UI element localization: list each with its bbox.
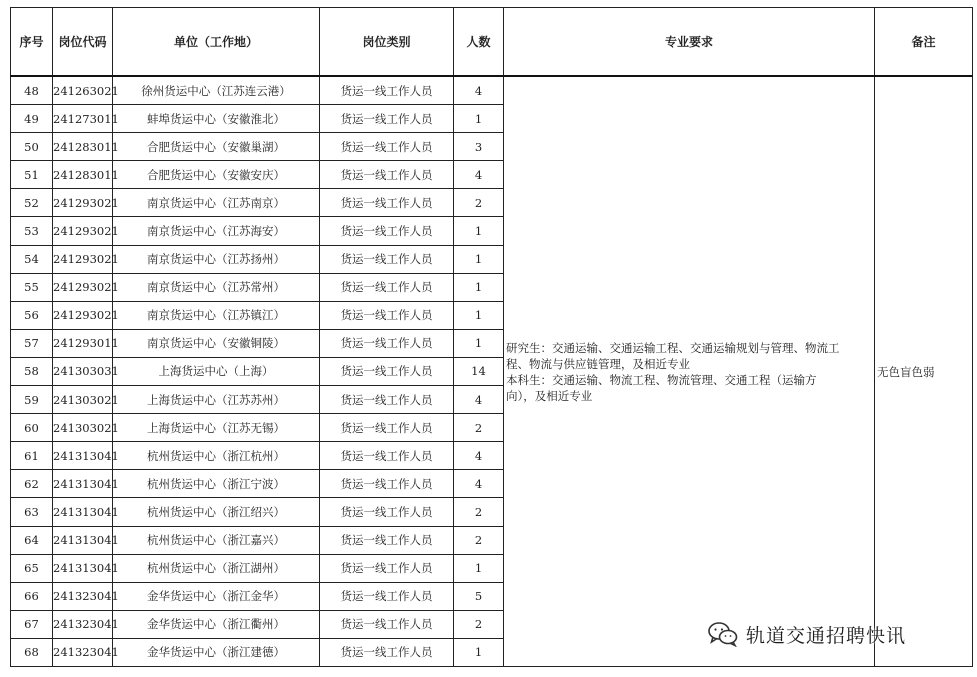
major-requirement-line: 研究生：交通运输、交通运输工程、交通运输规划与管理、物流工 xyxy=(506,340,840,355)
cell-category: 货运一线工作人员 xyxy=(320,582,454,610)
cell-unit: 杭州货运中心（浙江嘉兴） xyxy=(113,526,320,554)
cell-unit: 上海货运中心（上海） xyxy=(113,357,320,385)
cell-unit: 杭州货运中心（浙江杭州） xyxy=(113,442,320,470)
cell-category: 货运一线工作人员 xyxy=(320,470,454,498)
cell-unit: 南京货运中心（江苏常州） xyxy=(113,273,320,301)
cell-unit: 上海货运中心（江苏无锡） xyxy=(113,414,320,442)
cell-category: 货运一线工作人员 xyxy=(320,554,454,582)
cell-seq: 66 xyxy=(11,582,53,610)
cell-unit: 徐州货运中心（江苏连云港） xyxy=(113,76,320,105)
cell-count: 2 xyxy=(454,189,504,217)
cell-count: 1 xyxy=(454,301,504,329)
cell-category: 货运一线工作人员 xyxy=(320,189,454,217)
job-positions-table xyxy=(10,7,973,667)
cell-category: 货运一线工作人员 xyxy=(320,273,454,301)
cell-seq: 61 xyxy=(11,442,53,470)
cell-seq: 53 xyxy=(11,217,53,245)
cell-code: 241263021 xyxy=(53,76,113,105)
cell-code: 241293011 xyxy=(53,329,113,357)
header-note: 备注 xyxy=(875,8,973,77)
cell-seq: 56 xyxy=(11,301,53,329)
cell-code: 241313041 xyxy=(53,526,113,554)
cell-code: 241293021 xyxy=(53,273,113,301)
cell-seq: 58 xyxy=(11,357,53,385)
cell-category: 货运一线工作人员 xyxy=(320,414,454,442)
cell-category: 货运一线工作人员 xyxy=(320,526,454,554)
watermark xyxy=(708,618,906,650)
cell-category: 货运一线工作人员 xyxy=(320,357,454,385)
cell-count: 1 xyxy=(454,273,504,301)
cell-seq: 49 xyxy=(11,105,53,133)
cell-seq: 59 xyxy=(11,386,53,414)
cell-code: 241303021 xyxy=(53,414,113,442)
note-cell: 无色盲色弱 xyxy=(875,76,973,667)
cell-seq: 65 xyxy=(11,554,53,582)
cell-unit: 南京货运中心（江苏扬州） xyxy=(113,245,320,273)
cell-count: 4 xyxy=(454,76,504,105)
cell-unit: 金华货运中心（浙江衢州） xyxy=(113,610,320,638)
cell-count: 1 xyxy=(454,329,504,357)
cell-seq: 63 xyxy=(11,498,53,526)
cell-category: 货运一线工作人员 xyxy=(320,442,454,470)
cell-count: 1 xyxy=(454,105,504,133)
cell-unit: 蚌埠货运中心（安徽淮北） xyxy=(113,105,320,133)
cell-category: 货运一线工作人员 xyxy=(320,301,454,329)
cell-category: 货运一线工作人员 xyxy=(320,76,454,105)
header-count: 人数 xyxy=(454,8,504,77)
header-category: 岗位类别 xyxy=(320,8,454,77)
cell-seq: 52 xyxy=(11,189,53,217)
cell-unit: 南京货运中心（安徽铜陵） xyxy=(113,329,320,357)
cell-count: 1 xyxy=(454,554,504,582)
cell-count: 4 xyxy=(454,161,504,189)
cell-category: 货运一线工作人员 xyxy=(320,133,454,161)
cell-unit: 合肥货运中心（安徽巢湖） xyxy=(113,133,320,161)
cell-unit: 南京货运中心（江苏镇江） xyxy=(113,301,320,329)
cell-unit: 南京货运中心（江苏南京） xyxy=(113,189,320,217)
cell-count: 4 xyxy=(454,386,504,414)
cell-seq: 54 xyxy=(11,245,53,273)
header-seq: 序号 xyxy=(11,8,53,77)
cell-unit: 合肥货运中心（安徽安庆） xyxy=(113,161,320,189)
cell-code: 241323041 xyxy=(53,638,113,666)
cell-seq: 67 xyxy=(11,610,53,638)
cell-code: 241323041 xyxy=(53,582,113,610)
cell-unit: 金华货运中心（浙江建德） xyxy=(113,638,320,666)
cell-code: 241283011 xyxy=(53,161,113,189)
cell-count: 5 xyxy=(454,582,504,610)
cell-category: 货运一线工作人员 xyxy=(320,105,454,133)
cell-category: 货运一线工作人员 xyxy=(320,610,454,638)
major-requirement-cell xyxy=(504,76,875,667)
cell-category: 货运一线工作人员 xyxy=(320,638,454,666)
cell-count: 2 xyxy=(454,610,504,638)
cell-code: 241273011 xyxy=(53,105,113,133)
cell-seq: 64 xyxy=(11,526,53,554)
cell-code: 241293021 xyxy=(53,217,113,245)
watermark-text: 轨道交通招聘快讯 xyxy=(746,624,907,647)
cell-count: 2 xyxy=(454,498,504,526)
header-major: 专业要求 xyxy=(504,8,875,77)
cell-seq: 50 xyxy=(11,133,53,161)
cell-code: 241303021 xyxy=(53,386,113,414)
cell-code: 241323041 xyxy=(53,610,113,638)
cell-seq: 51 xyxy=(11,161,53,189)
header-code: 岗位代码 xyxy=(53,8,113,77)
cell-seq: 60 xyxy=(11,414,53,442)
cell-category: 货运一线工作人员 xyxy=(320,329,454,357)
cell-code: 241313041 xyxy=(53,442,113,470)
cell-code: 241293021 xyxy=(53,189,113,217)
cell-seq: 57 xyxy=(11,329,53,357)
cell-category: 货运一线工作人员 xyxy=(320,386,454,414)
cell-code: 241293021 xyxy=(53,245,113,273)
cell-count: 2 xyxy=(454,526,504,554)
cell-code: 241313041 xyxy=(53,498,113,526)
cell-count: 1 xyxy=(454,217,504,245)
cell-code: 241313041 xyxy=(53,470,113,498)
cell-unit: 上海货运中心（江苏苏州） xyxy=(113,386,320,414)
cell-seq: 62 xyxy=(11,470,53,498)
cell-count: 3 xyxy=(454,133,504,161)
major-requirement-line: 向），及相近专业 xyxy=(506,388,593,403)
cell-count: 14 xyxy=(454,357,504,385)
major-requirement-line: 程、物流与供应链管理，及相近专业 xyxy=(506,356,690,371)
cell-code: 241313041 xyxy=(53,554,113,582)
cell-unit: 杭州货运中心（浙江绍兴） xyxy=(113,498,320,526)
major-requirement-line: 本科生：交通运输、物流工程、物流管理、交通工程（运输方 xyxy=(506,372,817,387)
cell-category: 货运一线工作人员 xyxy=(320,498,454,526)
cell-count: 1 xyxy=(454,638,504,666)
cell-code: 241283011 xyxy=(53,133,113,161)
cell-unit: 南京货运中心（江苏海安） xyxy=(113,217,320,245)
table-row xyxy=(11,76,973,105)
cell-count: 4 xyxy=(454,470,504,498)
cell-count: 2 xyxy=(454,414,504,442)
cell-count: 1 xyxy=(454,245,504,273)
cell-seq: 55 xyxy=(11,273,53,301)
cell-code: 241303031 xyxy=(53,357,113,385)
cell-code: 241293021 xyxy=(53,301,113,329)
table-header-row xyxy=(11,8,973,77)
cell-unit: 杭州货运中心（浙江宁波） xyxy=(113,470,320,498)
cell-category: 货运一线工作人员 xyxy=(320,245,454,273)
cell-seq: 68 xyxy=(11,638,53,666)
cell-seq: 48 xyxy=(11,76,53,105)
cell-category: 货运一线工作人员 xyxy=(320,161,454,189)
header-unit: 单位（工作地） xyxy=(113,8,320,77)
cell-unit: 杭州货运中心（浙江湖州） xyxy=(113,554,320,582)
cell-count: 4 xyxy=(454,442,504,470)
cell-unit: 金华货运中心（浙江金华） xyxy=(113,582,320,610)
wechat-icon xyxy=(708,621,738,647)
cell-category: 货运一线工作人员 xyxy=(320,217,454,245)
